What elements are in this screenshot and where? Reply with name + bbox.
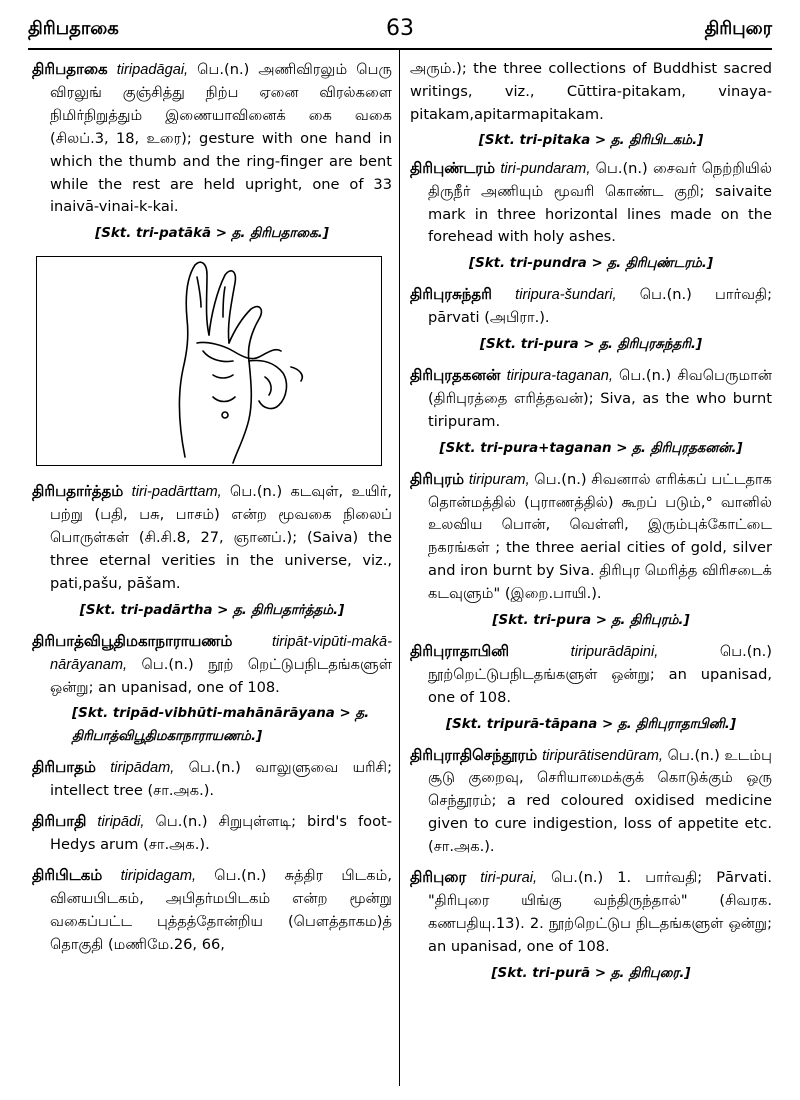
transliteration: tiripāt-vipūti-makā-nārāyanam, <box>50 633 392 673</box>
dictionary-entry <box>32 480 392 622</box>
definition: பெ.(n.) சிறுபுள்ளடி; bird's foot-Hedys arum (சா.அக.). <box>50 813 392 853</box>
transliteration: tiri-padārttam, <box>131 484 222 501</box>
headword: திரிபுராதிசெந்தூரம் <box>410 745 538 764</box>
source-note: [Skt. tri-pura > த. திரிபுரசுந்தரி.] <box>479 337 703 353</box>
definition: பெ.(n.) சைவர் நெற்றியில் திருநீர் அணியும் மூவரி கொண்ட குறி; saivaite mark in three horizontal lines made on the forehead with holy ashes. <box>428 159 773 246</box>
entry-continuation: அரும்.); the three collections of Buddhist sacred writings, viz., Cūttira-pitakam, vinaya-pitakam,apitarmapitakam. <box>410 60 772 123</box>
source-note: [Skt. tripurā-tāpana > த. திரிபுராதாபினி.] <box>445 716 737 732</box>
left-column <box>32 58 392 963</box>
definition: பெ.(n.) உடம்பு சூடு குறைவு, செரியாமைக்குக் கொடுக்கும் ஒரு செந்தூரம்; a red coloured oxidised medicine given to cure indigestion, loss of appetite etc. (சா.அக.). <box>428 746 772 856</box>
transliteration: tiri-purai, <box>480 870 538 887</box>
dictionary-entry <box>32 756 392 803</box>
source-note: [Skt. tri-pura+taganan > த. திரிபுரதகனன்.] <box>439 440 743 456</box>
headword: திரிபுரசுந்தரி <box>410 285 492 304</box>
headword: திரிபாதி <box>32 812 87 831</box>
transliteration: tiripidagam, <box>120 867 197 884</box>
dictionary-entry <box>32 810 392 857</box>
dictionary-entry <box>410 364 772 461</box>
headword: திரிபுரை <box>410 868 467 887</box>
source-note: [Skt. tri-padārtha > த. திரிபதார்த்தம்.] <box>79 602 345 618</box>
definition: பெ.(n.) வாலுளுவை யரிசி; intellect tree (சா.அக.). <box>50 759 392 800</box>
dictionary-entry <box>410 283 772 357</box>
dictionary-entry <box>410 744 772 860</box>
transliteration: tiripadāgai, <box>116 62 189 78</box>
headword: திரிபாதம் <box>32 758 96 777</box>
column-divider <box>399 48 400 1086</box>
transliteration: tiripura-taganan, <box>506 367 613 384</box>
definition: பெ.(n.) நூற்றெட்டுபநிடதங்களுள் ஒன்று; an upanisad, one of 108. <box>428 642 772 706</box>
hand-gesture-illustration-icon <box>37 257 381 465</box>
definition: பெ.(n.) நூற் றெட்டுபநிடதங்களுள் ஒன்று; an upanisad, one of 108. <box>50 655 392 696</box>
transliteration: tiripurātisendūram, <box>542 747 663 764</box>
source-note: [Skt. tri-pura > த. திரிபுரம்.] <box>492 613 690 629</box>
header-left-guideword: திரிபதாகை <box>28 18 119 39</box>
transliteration: tiripādi, <box>97 814 145 831</box>
headword: திரிபிடகம் <box>32 865 103 884</box>
hand-gesture-figure <box>36 256 382 466</box>
source-note: [Skt. tripād-vibhūti-mahānārāyana > த. திரிபாத்விபூதிமகாநாராயணம்.] <box>72 706 370 745</box>
source-note: [Skt. tri-pitaka > த. திரிபிடகம்.] <box>478 132 704 148</box>
header-right-guideword: திரிபுரை <box>704 18 772 39</box>
definition: பெ.(n.) சிவனால் எரிக்கப் பட்டதாக தொன்மத்தில் (புராணத்தில்) கூறப் படும்,° வானில் உலவிய பொன், வெள்ளி, இரும்புக்கோட்டை நகரங்கள் ; the three aerial cities of gold, silver and iron burnt by Siva. திரிபுர மெரித்த விரிசடைக் கடவுளும்" (இறை.பாயி.). <box>428 470 773 603</box>
dictionary-entry <box>410 468 772 633</box>
dictionary-entry <box>410 640 772 737</box>
definition: பெ.(n.) அணிவிரலும் பெரு விரலுங் குஞ்சித்து நிற்ப ஏனை விரல்களை நிமிர்நிறுத்தும் இணையாவினைக் கை வகை (சிலப்.3, 18, உரை); gesture with one hand in which the thumb and the ring-finger are bent while the rest are held upright, one of 33 inaivā-vinai-k-kai. <box>50 61 393 216</box>
right-column <box>410 58 772 993</box>
page-header <box>28 8 772 50</box>
source-note: [Skt. tri-purā > த. திரிபுரை.] <box>491 965 691 981</box>
source-note: [Skt. tri-patākā > த. திரிபதாகை.] <box>95 226 329 242</box>
headword: திரிபுரதகனன் <box>410 365 501 384</box>
transliteration: tiripura-šundari, <box>515 287 617 304</box>
definition: பெ.(n.) 1. பார்வதி; Pārvati. "திரிபுரை யிங்கு வந்திருந்தால்" (சிவரக. கணபதியு.13). 2. நூற்றெட்டுப நிடதங்களுள் ஒன்று; an upanisad, one of 108. <box>428 869 772 955</box>
headword: திரிபதாகை <box>32 60 108 78</box>
headword: திரிபுண்டரம் <box>410 158 496 177</box>
headword: திரிபாத்விபூதிமகாநாராயணம் <box>32 631 233 650</box>
dictionary-entry <box>410 157 772 277</box>
source-note: [Skt. tri-pundra > த. திரிபுண்டரம்.] <box>468 256 714 272</box>
headword: திரிபதார்த்தம் <box>32 482 124 501</box>
dictionary-entry <box>32 630 392 750</box>
transliteration: tiripuram, <box>468 471 530 488</box>
definition: பெ.(n.) கடவுள், உயிர், பற்று (பதி, பசு, பாசம்) என்ற மூவகை நிலைப் பொருள்கள் (சி.சி.8, 27, ஞானப்.); (Saiva) the three eternal verities in the universe, viz., pati,pašu, pāšam. <box>50 483 392 592</box>
definition: பெ.(n.) சுத்திர பிடகம், வினயபிடகம், அபிதர்மபிடகம் என்ற மூன்று வகைப்பட்ட புத்தத்தோன்றிய (பௌத்தாகம)த் தொகுதி (மணிமே.26, 66, <box>50 866 393 953</box>
definition: பெ.(n.) சிவபெருமான் (திரிபுரத்தை எரித்தவன்); Siva, as the who burnt tiripuram. <box>428 366 772 430</box>
definition: பெ.(n.) பார்வதி; pārvati (அபிரா.). <box>428 286 772 327</box>
headword: திரிபுரம் <box>410 469 465 488</box>
page-number: 63 <box>386 16 414 41</box>
dictionary-entry <box>32 864 392 957</box>
transliteration: tiri-pundaram, <box>500 160 591 177</box>
dictionary-entry <box>410 866 772 986</box>
dictionary-entry <box>32 58 392 246</box>
transliteration: tiripurādāpini, <box>570 643 659 660</box>
transliteration: tiripādam, <box>110 760 175 777</box>
headword: திரிபுராதாபினி <box>410 641 510 660</box>
